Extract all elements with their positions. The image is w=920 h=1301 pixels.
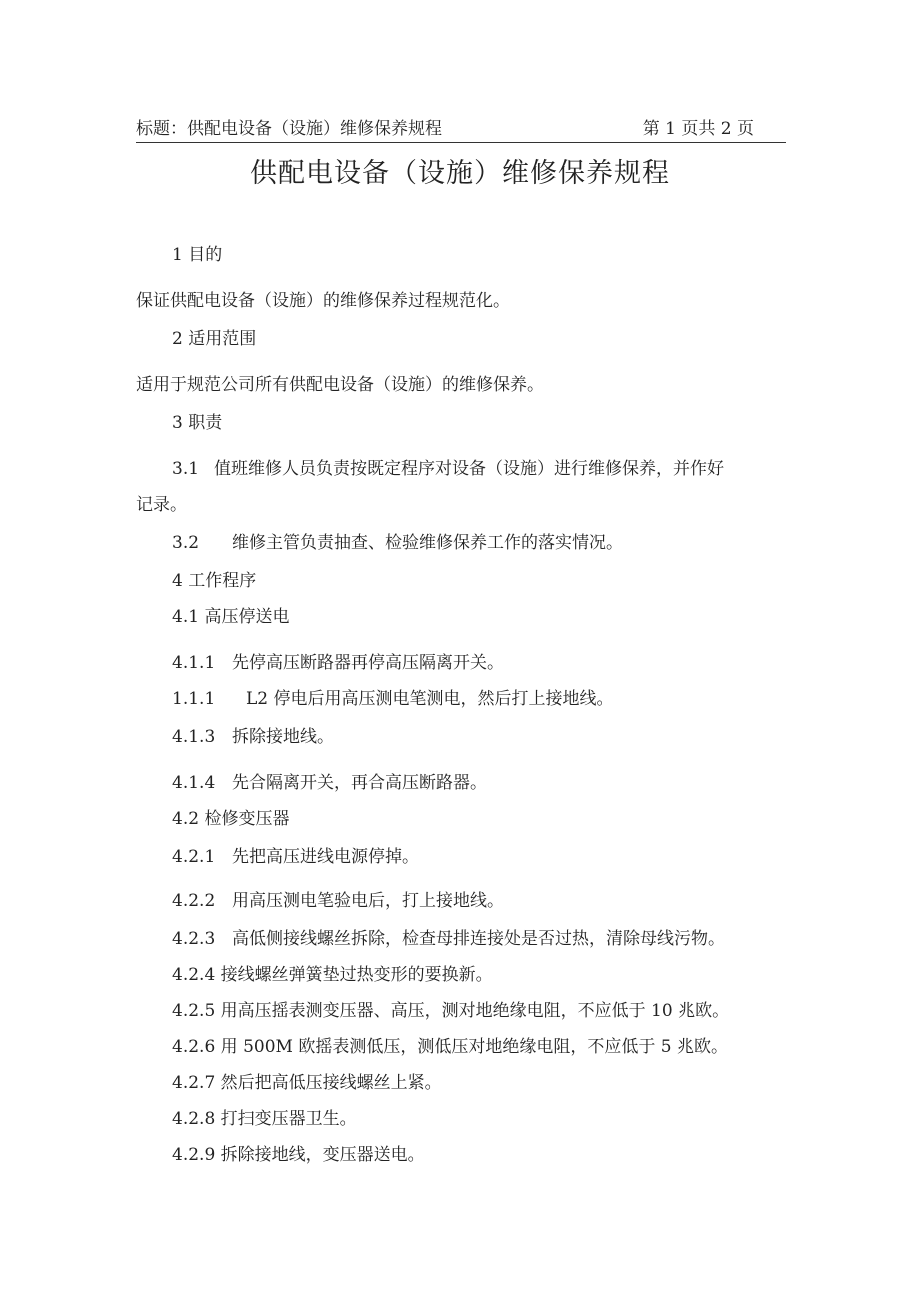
line-text: 保证供配电设备（设施）的维修保养过程规范化。 xyxy=(136,291,510,311)
subsection-heading xyxy=(172,808,289,830)
line-text: 记录。 xyxy=(136,495,187,515)
numbered-item xyxy=(172,532,623,554)
numbered-item xyxy=(172,458,724,480)
line-text: 4.2 检修变压器 xyxy=(172,809,290,829)
item-number: 4.2.1 xyxy=(172,847,216,867)
item-number: 3.2 xyxy=(172,533,200,553)
line-text: 4.1 高压停送电 xyxy=(172,607,290,627)
line-text: 值班维修人员负责按既定程序对设备（设施）进行维修保养，并作好 xyxy=(214,459,724,479)
header-title: 标题：供配电设备（设施）维修保养规程 xyxy=(136,119,442,139)
item-number: 3.1 xyxy=(172,459,200,479)
item-number: 4.1.1 xyxy=(172,653,216,673)
numbered-item xyxy=(172,846,419,868)
line-text: 维修主管负责抽查、检验维修保养工作的落实情况。 xyxy=(232,533,623,553)
section-heading xyxy=(172,412,222,434)
numbered-item xyxy=(172,726,334,748)
paragraph xyxy=(136,374,544,396)
numbered-item xyxy=(172,890,504,912)
section-heading xyxy=(172,328,256,350)
subsection-heading xyxy=(172,606,289,628)
page-header xyxy=(136,116,786,143)
line-text: 1 目的 xyxy=(172,245,223,265)
item-number: 1.1.1 xyxy=(172,689,216,709)
numbered-item xyxy=(172,1144,425,1166)
line-text: L2 停电后用高压测电笔测电，然后打上接地线。 xyxy=(246,689,614,709)
numbered-item xyxy=(172,1108,357,1130)
line-text: 3 职责 xyxy=(172,413,223,433)
section-heading xyxy=(172,244,222,266)
line-text: 2 适用范围 xyxy=(172,329,257,349)
document-title: 供配电设备（设施）维修保养规程 xyxy=(250,158,670,189)
paragraph xyxy=(136,290,510,312)
line-text: 先把高压进线电源停掉。 xyxy=(232,847,419,867)
numbered-item xyxy=(172,1000,729,1022)
item-number: 4.1.4 xyxy=(172,773,216,793)
line-text: 先停高压断路器再停高压隔离开关。 xyxy=(232,653,504,673)
item-number: 4.2.2 xyxy=(172,891,216,911)
numbered-item xyxy=(172,1072,442,1094)
item-number: 4.2.3 xyxy=(172,929,216,949)
line-text: 先合隔离开关，再合高压断路器。 xyxy=(232,773,487,793)
line-text: 拆除接地线。 xyxy=(232,727,334,747)
line-text: 4 工作程序 xyxy=(172,571,257,591)
item-number: 4.1.3 xyxy=(172,727,216,747)
numbered-item xyxy=(172,688,614,710)
numbered-item xyxy=(172,1036,728,1058)
line-text: 4.2.9 拆除接地线，变压器送电。 xyxy=(172,1145,425,1165)
numbered-item xyxy=(172,964,493,986)
line-text: 4.2.7 然后把高低压接线螺丝上紧。 xyxy=(172,1073,442,1093)
line-text: 4.2.5 用高压摇表测变压器、高压，测对地绝缘电阻，不应低于 10 兆欧。 xyxy=(172,1001,730,1021)
line-text: 4.2.8 打扫变压器卫生。 xyxy=(172,1109,357,1129)
numbered-item xyxy=(172,652,504,674)
line-text: 4.2.4 接线螺丝弹簧垫过热变形的要换新。 xyxy=(172,965,493,985)
line-text: 用高压测电笔验电后，打上接地线。 xyxy=(232,891,504,911)
page-number: 第 1 页共 2 页 xyxy=(642,119,754,139)
section-heading xyxy=(172,570,256,592)
numbered-item xyxy=(172,928,725,950)
line-text: 适用于规范公司所有供配电设备（设施）的维修保养。 xyxy=(136,375,544,395)
line-text: 高低侧接线螺丝拆除，检查母排连接处是否过热，清除母线污物。 xyxy=(232,929,725,949)
line-text: 4.2.6 用 500M 欧摇表测低压，测低压对地绝缘电阻，不应低于 5 兆欧。 xyxy=(172,1037,728,1057)
paragraph-continuation xyxy=(136,494,187,516)
numbered-item xyxy=(172,772,487,794)
